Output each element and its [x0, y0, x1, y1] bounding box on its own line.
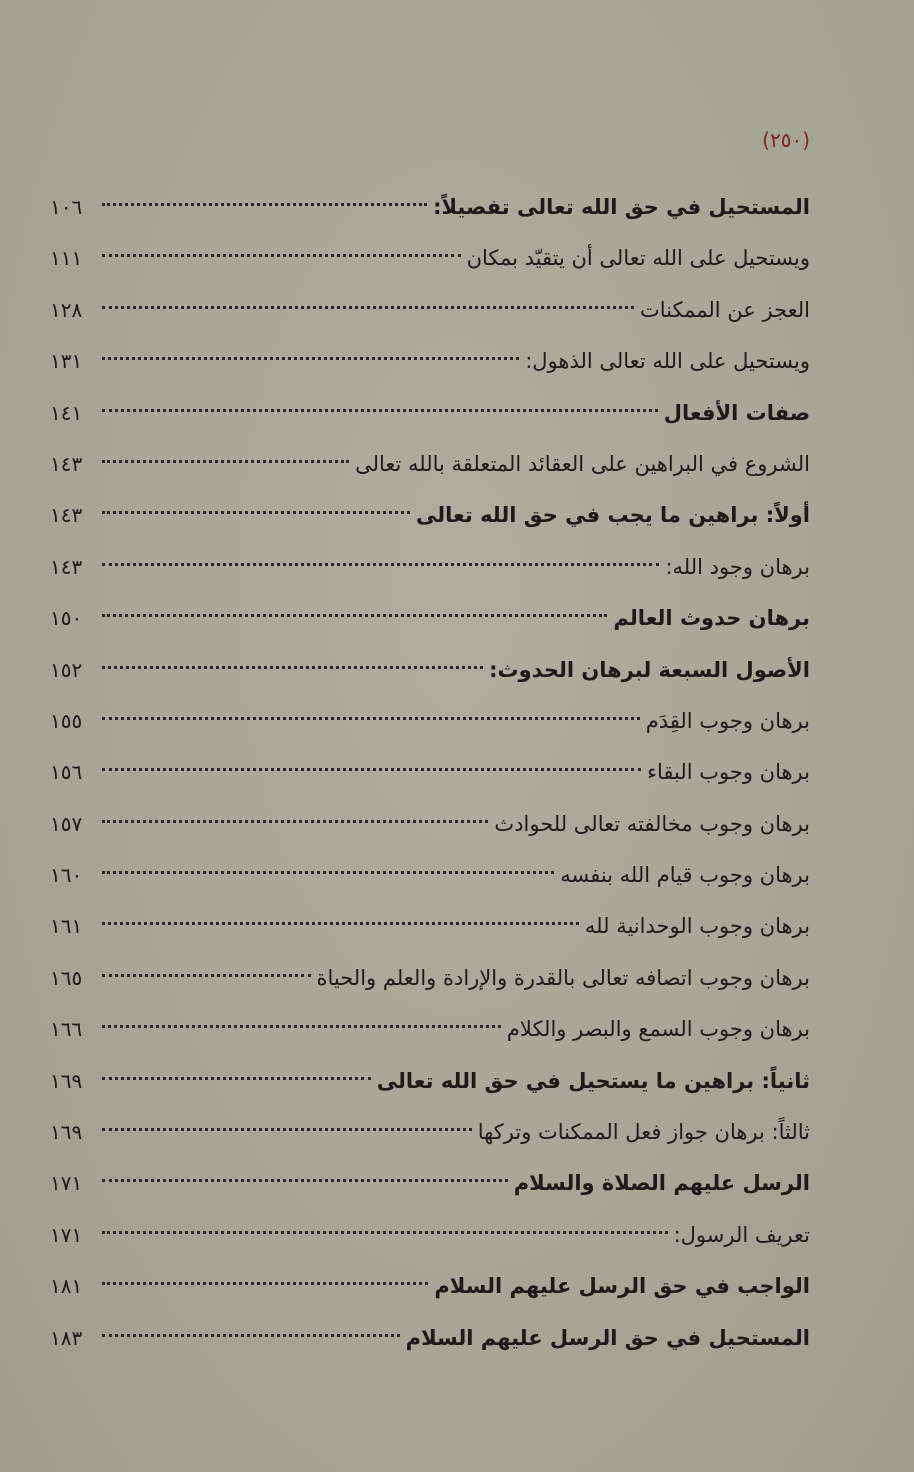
toc-entry — [50, 542, 810, 593]
toc-entry-title: برهان وجوب الوحدانية لله — [584, 914, 810, 939]
dot-leader — [102, 1128, 472, 1131]
toc-entry-title: ثالثاً: برهان جواز فعل الممكنات وتركها — [477, 1120, 810, 1145]
toc-entry-page: ١٨٣ — [50, 1325, 83, 1350]
toc-entry-page: ١٢٨ — [50, 297, 83, 322]
toc-entry-title: برهان وجوب قيام الله بنفسه — [560, 863, 810, 888]
toc-entry-title: الرسل عليهم الصلاة والسلام — [513, 1171, 810, 1196]
toc-entry — [50, 799, 810, 850]
toc-entry — [50, 901, 810, 952]
toc-entry — [50, 233, 810, 284]
dot-leader — [102, 409, 658, 412]
toc-entry-title: تعريف الرسول: — [673, 1222, 810, 1247]
toc-entry-page: ١٤٣ — [50, 451, 83, 476]
dot-leader — [102, 460, 349, 463]
toc-entry-page: ١٥٥ — [50, 708, 83, 733]
toc-entry-title: الواجب في حق الرسل عليهم السلام — [434, 1274, 810, 1299]
dot-leader — [102, 871, 554, 874]
toc-entry-page: ١٨١ — [50, 1274, 83, 1299]
dot-leader — [102, 203, 427, 206]
toc-entry-title: العجز عن الممكنات — [640, 297, 810, 322]
toc-entry-page: ١٦٠ — [50, 863, 83, 888]
dot-leader — [102, 563, 659, 566]
dot-leader — [102, 357, 519, 360]
toc-entry-title: الشروع في البراهين على العقائد المتعلقة بالله تعالى — [355, 451, 810, 476]
toc-entry-title: أولاً: براهين ما يجب في حق الله تعالى — [416, 503, 810, 528]
toc-entry-page: ١٥٧ — [50, 811, 83, 836]
toc-entry-title: برهان وجوب البقاء — [647, 760, 810, 785]
toc-entry — [50, 696, 810, 747]
toc-entry-title: ويستحيل على الله تعالى الذهول: — [525, 349, 810, 374]
toc-entry-page: ١٤٣ — [50, 554, 83, 579]
toc-entry-page: ١٦٥ — [50, 965, 83, 990]
toc-entry — [50, 1158, 810, 1209]
toc-entry-page: ١٦٦ — [50, 1017, 83, 1042]
toc-entry — [50, 747, 810, 798]
toc-entry — [50, 182, 810, 233]
toc-entry-title: المستحيل في حق الله تعالى تفصيلاً: — [433, 195, 810, 219]
toc-entry-title: برهان وجود الله: — [665, 554, 810, 579]
toc-entry — [50, 1004, 810, 1055]
toc-entry — [50, 1313, 810, 1364]
dot-leader — [102, 1282, 428, 1285]
toc-entry — [50, 336, 810, 387]
toc-entry-page: ١٥٢ — [50, 657, 83, 682]
toc-entry-page: ١٤١ — [50, 400, 83, 425]
dot-leader — [102, 614, 607, 617]
dot-leader — [102, 922, 579, 925]
toc-entry-title: برهان وجوب السمع والبصر والكلام — [506, 1017, 810, 1042]
dot-leader — [102, 1179, 508, 1182]
toc-entry-title: ثانياً: براهين ما يستحيل في حق الله تعالى — [376, 1068, 810, 1093]
toc-entry — [50, 490, 810, 541]
toc-entry — [50, 953, 810, 1004]
table-of-contents — [50, 182, 810, 1364]
toc-entry-title: صفات الأفعال — [663, 400, 810, 425]
toc-entry-page: ١٧١ — [50, 1222, 83, 1247]
toc-entry-page: ١٦١ — [50, 914, 83, 939]
toc-entry — [50, 593, 810, 644]
toc-entry-title: برهان وجوب اتصافه تعالى بالقدرة والإرادة والعلم والحياة — [316, 965, 810, 990]
toc-entry — [50, 439, 810, 490]
dot-leader — [102, 974, 311, 977]
dot-leader — [102, 768, 641, 771]
dot-leader — [102, 1231, 668, 1234]
toc-entry-title: الأصول السبعة لبرهان الحدوث: — [489, 657, 810, 682]
toc-entry-page: ١٦٩ — [50, 1120, 83, 1145]
toc-entry — [50, 1056, 810, 1107]
dot-leader — [102, 1334, 400, 1337]
dot-leader — [102, 306, 634, 309]
dot-leader — [102, 820, 488, 823]
dot-leader — [102, 1077, 371, 1080]
dot-leader — [102, 511, 410, 514]
toc-entry-page: ١٦٩ — [50, 1068, 83, 1093]
toc-entry — [50, 1261, 810, 1312]
toc-entry-page: ١٤٣ — [50, 503, 83, 528]
toc-entry — [50, 1210, 810, 1261]
toc-entry-page: ١٥٠ — [50, 606, 83, 631]
toc-entry — [50, 285, 810, 336]
toc-entry-page: ١٧١ — [50, 1171, 83, 1196]
toc-entry-page: ١٣١ — [50, 349, 83, 374]
toc-entry-title: برهان وجوب القِدَم — [645, 708, 810, 733]
toc-entry-title: المستحيل في حق الرسل عليهم السلام — [405, 1325, 810, 1350]
toc-entry-page: ١١١ — [50, 246, 83, 271]
toc-entry — [50, 850, 810, 901]
toc-entry-page: ١٥٦ — [50, 760, 83, 785]
page-number: (٢٥٠) — [762, 128, 810, 152]
toc-entry-title: برهان حدوث العالم — [613, 606, 810, 631]
dot-leader — [102, 666, 483, 669]
toc-entry-page: ١٠٦ — [50, 195, 83, 219]
toc-entry-title: ويستحيل على الله تعالى أن يتقيّد بمكان — [466, 246, 810, 271]
dot-leader — [102, 254, 461, 257]
toc-entry — [50, 645, 810, 696]
dot-leader — [102, 1025, 501, 1028]
toc-entry — [50, 388, 810, 439]
toc-entry — [50, 1107, 810, 1158]
dot-leader — [102, 717, 640, 720]
toc-entry-title: برهان وجوب مخالفته تعالى للحوادث — [494, 811, 810, 836]
